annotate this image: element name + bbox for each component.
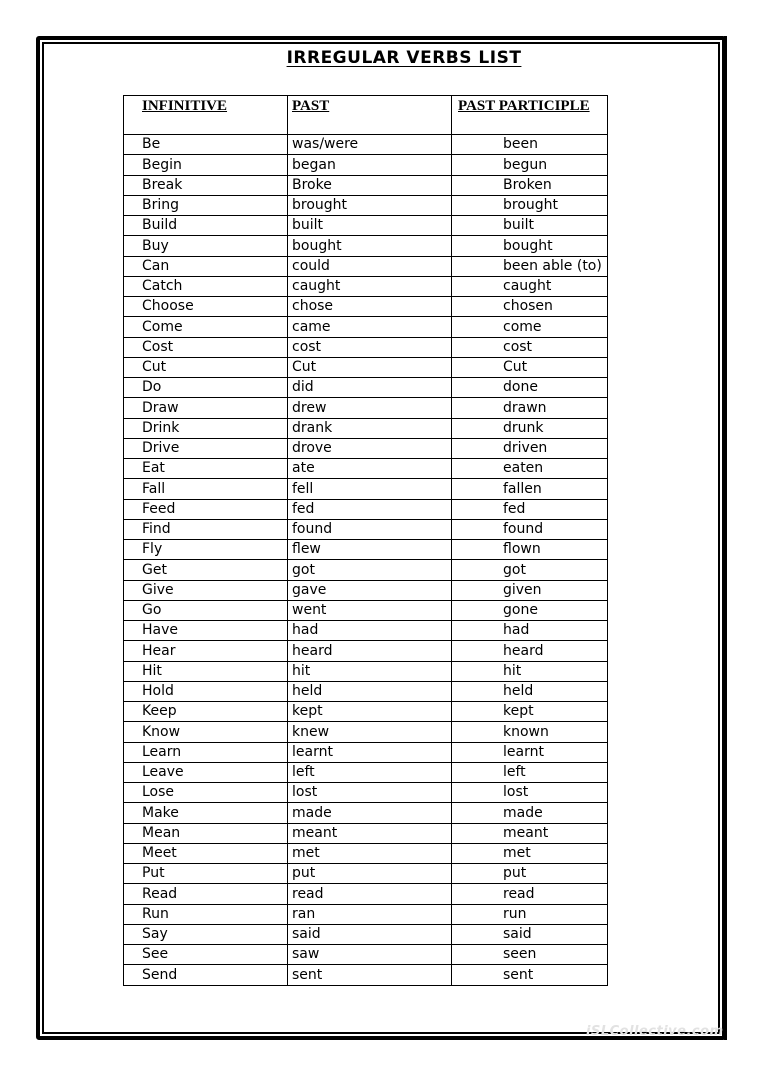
column-header-infinitive: INFINITIVE [124,96,288,135]
infinitive-cell: Build [124,216,288,236]
past-cell: was/were [288,135,452,155]
past-cell: read [288,884,452,904]
past-cell: flew [288,540,452,560]
infinitive-cell: Put [124,864,288,884]
infinitive-cell: Catch [124,276,288,296]
infinitive-cell: Run [124,904,288,924]
past-cell: came [288,317,452,337]
past-cell: meant [288,823,452,843]
infinitive-cell: Cost [124,337,288,357]
table-row [124,195,608,215]
infinitive-cell: Mean [124,823,288,843]
past-participle-cell: meant [452,823,608,843]
past-cell: did [288,378,452,398]
past-cell: knew [288,722,452,742]
table-row [124,945,608,965]
past-participle-cell: gone [452,600,608,620]
infinitive-cell: Can [124,256,288,276]
table-row [124,803,608,823]
past-cell: built [288,216,452,236]
watermark: iSLCollective.com [586,1024,724,1039]
table-row [124,762,608,782]
past-cell: had [288,621,452,641]
infinitive-cell: Hear [124,641,288,661]
table-row [124,924,608,944]
past-participle-cell: put [452,864,608,884]
past-participle-cell: got [452,560,608,580]
table-row [124,560,608,580]
past-cell: bought [288,236,452,256]
past-cell: hit [288,661,452,681]
table-row [124,621,608,641]
past-cell: ate [288,459,452,479]
past-participle-cell: Broken [452,175,608,195]
past-participle-cell: cost [452,337,608,357]
infinitive-cell: Send [124,965,288,985]
table-row [124,155,608,175]
past-cell: said [288,924,452,944]
past-participle-cell: read [452,884,608,904]
past-participle-cell: met [452,843,608,863]
past-participle-cell: fallen [452,479,608,499]
table-row [124,499,608,519]
past-participle-cell: Cut [452,357,608,377]
past-participle-cell: been [452,135,608,155]
table-row [124,317,608,337]
table-row [124,479,608,499]
table-row [124,357,608,377]
past-cell: began [288,155,452,175]
past-cell: fell [288,479,452,499]
past-cell: could [288,256,452,276]
past-participle-cell: brought [452,195,608,215]
infinitive-cell: Learn [124,742,288,762]
past-participle-cell: said [452,924,608,944]
table-row [124,175,608,195]
table-row [124,236,608,256]
past-participle-cell: kept [452,702,608,722]
past-participle-cell: driven [452,438,608,458]
infinitive-cell: Be [124,135,288,155]
past-cell: went [288,600,452,620]
infinitive-cell: See [124,945,288,965]
table-row [124,843,608,863]
past-cell: drove [288,438,452,458]
past-cell: Cut [288,357,452,377]
table-header-row [124,96,608,135]
infinitive-cell: Fly [124,540,288,560]
table-row [124,418,608,438]
table-row [124,580,608,600]
table-row [124,398,608,418]
page-title: IRREGULAR VERBS LIST [286,48,522,68]
infinitive-cell: Have [124,621,288,641]
table-row [124,378,608,398]
past-cell: fed [288,499,452,519]
past-participle-cell: drunk [452,418,608,438]
past-participle-cell: found [452,519,608,539]
infinitive-cell: Give [124,580,288,600]
table-row [124,216,608,236]
past-participle-cell: seen [452,945,608,965]
infinitive-cell: Draw [124,398,288,418]
table-row [124,965,608,985]
past-participle-cell: sent [452,965,608,985]
table-row [124,904,608,924]
infinitive-cell: Say [124,924,288,944]
past-cell: made [288,803,452,823]
infinitive-cell: Begin [124,155,288,175]
past-participle-cell: left [452,762,608,782]
past-cell: sent [288,965,452,985]
past-cell: left [288,762,452,782]
past-cell: brought [288,195,452,215]
past-cell: lost [288,783,452,803]
table-row [124,864,608,884]
infinitive-cell: Do [124,378,288,398]
infinitive-cell: Cut [124,357,288,377]
table-row [124,681,608,701]
table-row [124,276,608,296]
past-participle-cell: come [452,317,608,337]
past-participle-cell: had [452,621,608,641]
table-row [124,823,608,843]
past-participle-cell: held [452,681,608,701]
past-cell: kept [288,702,452,722]
column-header-past: PAST [288,96,452,135]
infinitive-cell: Leave [124,762,288,782]
past-cell: held [288,681,452,701]
infinitive-cell: Buy [124,236,288,256]
infinitive-cell: Hold [124,681,288,701]
past-cell: met [288,843,452,863]
past-participle-cell: bought [452,236,608,256]
past-participle-cell: drawn [452,398,608,418]
past-participle-cell: chosen [452,297,608,317]
infinitive-cell: Get [124,560,288,580]
infinitive-cell: Drink [124,418,288,438]
past-cell: gave [288,580,452,600]
page-border-right-edge [717,36,727,1040]
past-participle-cell: eaten [452,459,608,479]
past-participle-cell: lost [452,783,608,803]
table-row [124,256,608,276]
infinitive-cell: Break [124,175,288,195]
infinitive-cell: Keep [124,702,288,722]
infinitive-cell: Eat [124,459,288,479]
table-row [124,722,608,742]
past-cell: put [288,864,452,884]
past-cell: learnt [288,742,452,762]
table-row [124,519,608,539]
past-cell: Broke [288,175,452,195]
past-cell: heard [288,641,452,661]
past-cell: chose [288,297,452,317]
table-row [124,297,608,317]
infinitive-cell: Go [124,600,288,620]
infinitive-cell: Lose [124,783,288,803]
infinitive-cell: Bring [124,195,288,215]
infinitive-cell: Hit [124,661,288,681]
infinitive-cell: Meet [124,843,288,863]
past-participle-cell: begun [452,155,608,175]
past-cell: caught [288,276,452,296]
infinitive-cell: Drive [124,438,288,458]
infinitive-cell: Know [124,722,288,742]
infinitive-cell: Come [124,317,288,337]
past-participle-cell: given [452,580,608,600]
past-cell: cost [288,337,452,357]
past-participle-cell: caught [452,276,608,296]
infinitive-cell: Choose [124,297,288,317]
past-participle-cell: fed [452,499,608,519]
past-cell: got [288,560,452,580]
table-row [124,438,608,458]
table-row [124,641,608,661]
table-row [124,135,608,155]
past-cell: drank [288,418,452,438]
past-participle-cell: made [452,803,608,823]
table-row [124,702,608,722]
past-cell: saw [288,945,452,965]
table-row [124,337,608,357]
table-row [124,783,608,803]
column-header-past-participle: PAST PARTICIPLE [452,96,608,135]
past-cell: drew [288,398,452,418]
past-cell: ran [288,904,452,924]
past-participle-cell: built [452,216,608,236]
table-row [124,742,608,762]
past-participle-cell: run [452,904,608,924]
past-participle-cell: flown [452,540,608,560]
table-row [124,600,608,620]
table-row [124,661,608,681]
past-cell: found [288,519,452,539]
past-participle-cell: been able (to) [452,256,608,276]
past-participle-cell: done [452,378,608,398]
table-row [124,459,608,479]
infinitive-cell: Feed [124,499,288,519]
irregular-verbs-table [123,95,608,986]
past-participle-cell: learnt [452,742,608,762]
past-participle-cell: known [452,722,608,742]
table-body [124,135,608,986]
infinitive-cell: Read [124,884,288,904]
past-participle-cell: heard [452,641,608,661]
infinitive-cell: Fall [124,479,288,499]
infinitive-cell: Make [124,803,288,823]
infinitive-cell: Find [124,519,288,539]
table-row [124,884,608,904]
table-row [124,540,608,560]
past-participle-cell: hit [452,661,608,681]
